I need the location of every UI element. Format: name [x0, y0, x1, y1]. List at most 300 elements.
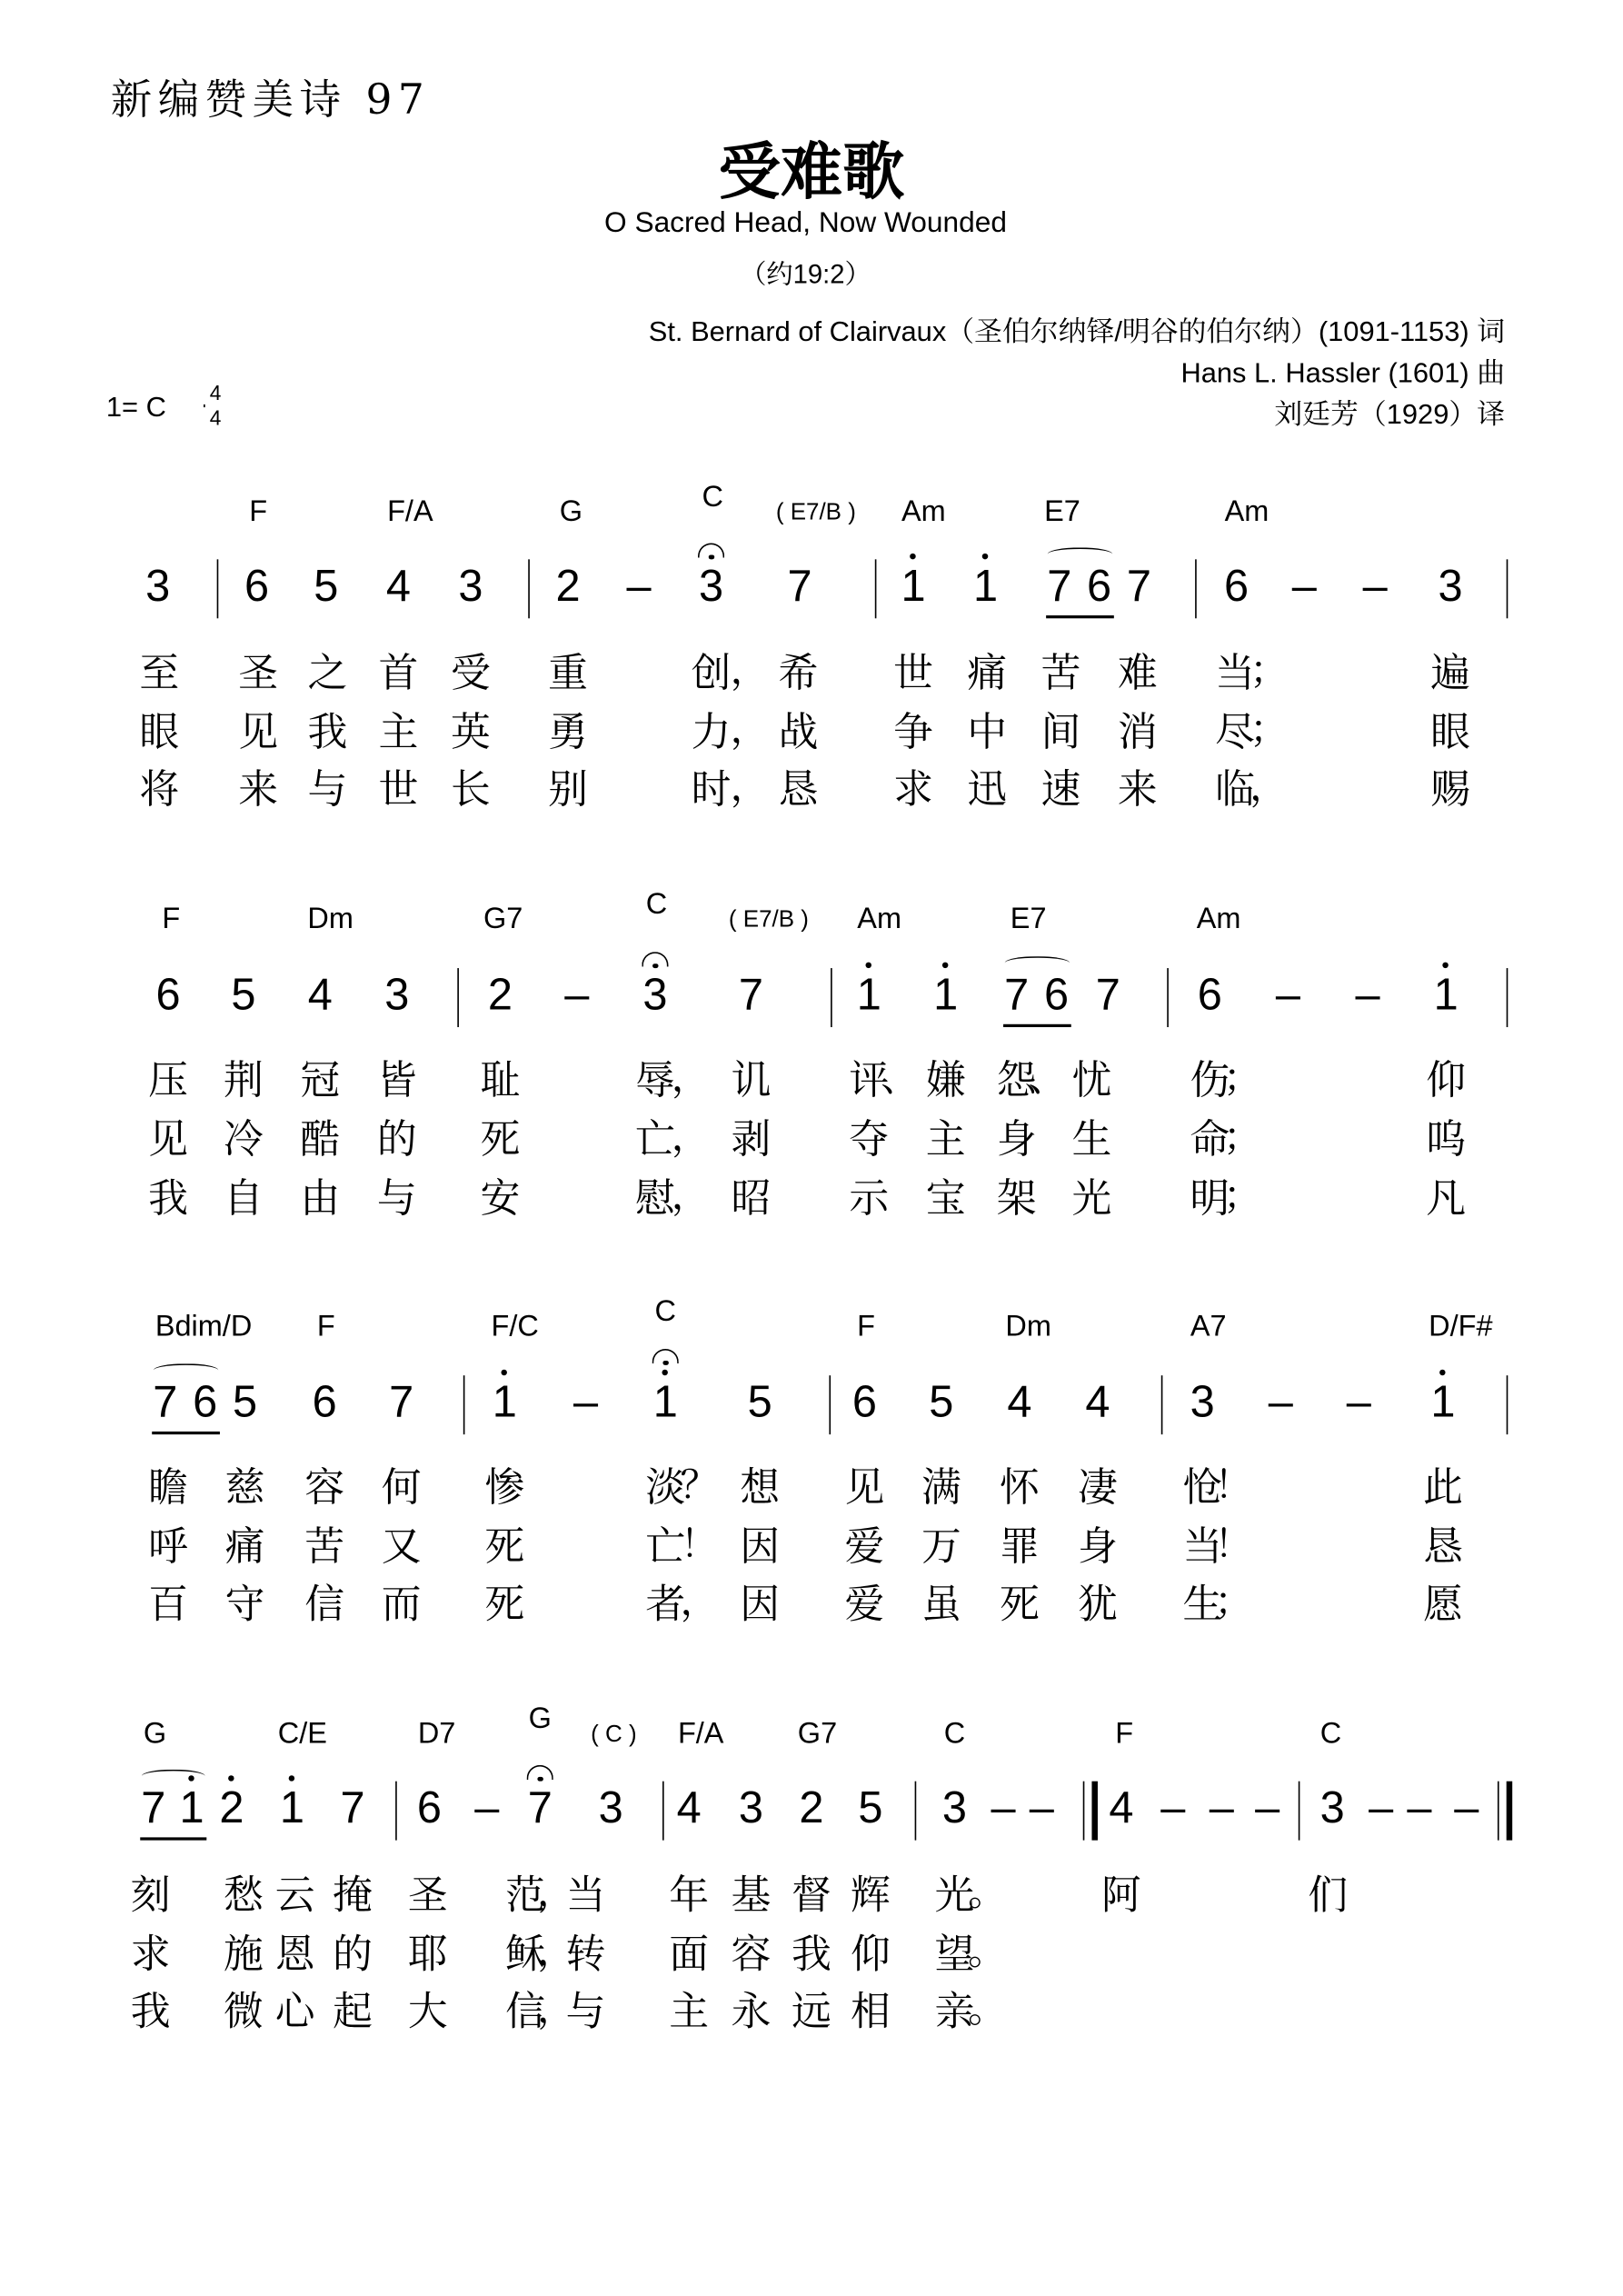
- sustain-dash: –: [991, 1783, 1016, 1833]
- sustain-dash: –: [1369, 1783, 1394, 1833]
- octave-dot: [911, 554, 916, 559]
- lyric-punctuation: ；: [1250, 649, 1289, 694]
- note: 1: [180, 1784, 204, 1834]
- lyric-char: 者: [645, 1582, 686, 1628]
- lyric-char: 临: [1215, 767, 1255, 814]
- lyric-char: 守: [224, 1582, 265, 1628]
- lyric-char: 怀: [999, 1465, 1040, 1512]
- lyric-char: 微: [223, 1989, 264, 2035]
- slur-arc: [154, 1363, 218, 1377]
- barline: [1507, 1375, 1508, 1434]
- lyric-char: 亲: [934, 1989, 975, 2035]
- octave-dot: [942, 963, 948, 968]
- lyric-char: 主: [378, 709, 419, 756]
- lyric-punctuation: ，: [671, 1174, 710, 1220]
- lyric-char: 中: [967, 709, 1008, 756]
- lyric-char: 范: [505, 1872, 545, 1919]
- lyric-char: 英: [451, 709, 491, 756]
- note: 1: [1430, 1378, 1455, 1428]
- sustain-dash: –: [1268, 1378, 1293, 1428]
- lyric-char: 至: [139, 651, 180, 697]
- note: 6: [193, 1378, 218, 1428]
- note: 5: [232, 1378, 258, 1428]
- chord-symbol: F: [249, 495, 268, 529]
- lyric-char: 仰: [1426, 1058, 1467, 1104]
- lyric-char: 施: [223, 1932, 264, 1978]
- lyric-char: 大: [407, 1989, 448, 2035]
- lyric-char: 架: [996, 1176, 1037, 1223]
- lyric-char: 皆: [376, 1058, 417, 1104]
- barline: [662, 1782, 664, 1841]
- chord-symbol: D7: [417, 1717, 456, 1751]
- lyric-char: 希: [778, 651, 819, 697]
- octave-dot: [866, 963, 871, 968]
- lyric-char: 评: [849, 1058, 890, 1104]
- lyric-char: 慰: [634, 1176, 675, 1223]
- chord-symbol: Am: [1196, 903, 1241, 936]
- barline: [1498, 1782, 1499, 1841]
- lyric-char: 重: [548, 651, 589, 697]
- chord-symbol: Am: [901, 495, 946, 529]
- lyric-char: 想: [740, 1465, 781, 1512]
- lyric-punctuation: 。: [968, 1930, 1007, 1975]
- barline: [829, 1375, 831, 1434]
- lyric-char: 争: [893, 709, 933, 756]
- lyric-char: 信: [505, 1989, 545, 2035]
- chord-symbol: C: [654, 1295, 676, 1329]
- note: 7: [340, 1783, 365, 1833]
- chord-symbol: A7: [1190, 1310, 1227, 1343]
- translator-credit: 刘廷芳（1929）译: [1274, 399, 1506, 432]
- sustain-dash: –: [1255, 1783, 1280, 1833]
- note: 7: [1047, 562, 1072, 612]
- fermata-icon: [652, 1349, 679, 1363]
- lyric-char: 呼: [148, 1524, 189, 1571]
- lyric-punctuation: ，: [671, 1056, 710, 1102]
- note: 4: [307, 971, 333, 1020]
- note: 6: [155, 971, 181, 1020]
- sustain-dash: –: [1362, 562, 1388, 612]
- lyric-char: 剥: [731, 1117, 772, 1163]
- slur-arc: [142, 1770, 205, 1783]
- lyric-char: 世: [378, 767, 419, 814]
- note: 4: [1007, 1378, 1032, 1428]
- lyric-char: 伤: [1190, 1058, 1230, 1104]
- note: 5: [231, 971, 256, 1020]
- lyric-char: 仰: [851, 1932, 891, 1978]
- lyric-char: 凄: [1078, 1465, 1118, 1512]
- sustain-dash: –: [1346, 1378, 1371, 1428]
- barline: [395, 1782, 397, 1841]
- lyric-char: 时: [691, 767, 732, 814]
- lyric-punctuation: ！: [1214, 1522, 1253, 1568]
- lyric-char: 见: [844, 1465, 885, 1512]
- barline: [1083, 1782, 1085, 1841]
- lyric-char: 受: [451, 651, 491, 697]
- lyric-char: 耻: [480, 1058, 521, 1104]
- lyric-char: 愁: [223, 1872, 264, 1919]
- note: 3: [642, 971, 668, 1020]
- barline: [1507, 559, 1508, 618]
- barline: [463, 1375, 465, 1434]
- lyric-char: 而: [381, 1582, 422, 1628]
- lyric-char: 与: [307, 767, 348, 814]
- song-title: 受难歌: [718, 136, 905, 207]
- lyric-punctuation: ；: [1222, 1115, 1262, 1161]
- note: 2: [799, 1783, 824, 1833]
- note: 6: [1197, 971, 1222, 1020]
- lyric-char: 死: [480, 1117, 521, 1163]
- lyric-char: 此: [1422, 1465, 1463, 1512]
- note: 1: [973, 563, 998, 613]
- note: 7: [1004, 971, 1030, 1020]
- lyric-char: 死: [484, 1582, 525, 1628]
- note: 7: [153, 1378, 178, 1428]
- eighth-underline: [152, 1432, 220, 1433]
- lyric-char: 间: [1041, 709, 1081, 756]
- lyric-char: 迅: [967, 767, 1008, 814]
- lyric-char: 亡: [645, 1524, 686, 1571]
- note: 7: [1095, 971, 1120, 1020]
- note: 6: [1043, 971, 1070, 1020]
- lyric-punctuation: ，: [730, 708, 769, 754]
- lyric-char: 辱: [634, 1058, 675, 1104]
- lyric-char: 愿: [1422, 1582, 1463, 1628]
- sustain-dash: –: [564, 971, 590, 1020]
- lyric-char: 阿: [1101, 1872, 1141, 1919]
- lyric-punctuation: ；: [1250, 708, 1289, 754]
- lyric-char: 见: [148, 1117, 189, 1163]
- hymnal-number: 新编赞美诗 97: [110, 75, 431, 125]
- lyric-char: 身: [996, 1117, 1037, 1163]
- time-signature-bottom: 4: [209, 404, 222, 429]
- chord-symbol: F/A: [677, 1717, 724, 1751]
- lyric-char: 主: [669, 1989, 710, 2035]
- note: 4: [385, 562, 411, 612]
- barline: [915, 1782, 917, 1841]
- lyric-char: 苦: [1041, 651, 1081, 697]
- note: 6: [312, 1378, 337, 1428]
- lyric-char: 望: [934, 1932, 975, 1978]
- lyric-char: 当: [1215, 651, 1255, 697]
- lyric-char: 消: [1117, 709, 1158, 756]
- lyric-char: 安: [480, 1176, 521, 1223]
- lyric-char: 痛: [967, 651, 1008, 697]
- lyric-char: 圣: [407, 1872, 448, 1919]
- barline: [217, 559, 219, 618]
- chord-symbol: Dm: [307, 903, 353, 936]
- chord-symbol: C/E: [277, 1717, 327, 1751]
- note: 1: [1434, 971, 1459, 1021]
- sustain-dash: –: [573, 1378, 599, 1428]
- lyric-char: 辉: [851, 1872, 891, 1919]
- note: 1: [493, 1378, 517, 1428]
- lyric-char: 云: [274, 1872, 315, 1919]
- lyric-char: 尽: [1215, 709, 1255, 756]
- chord-symbol: ( E7/B ): [775, 500, 856, 526]
- barline: [875, 559, 877, 618]
- lyric-char: 世: [893, 651, 933, 697]
- lyric-char: 见: [238, 709, 279, 756]
- fermata-icon: [698, 543, 724, 557]
- barline: [1167, 968, 1169, 1027]
- note: 7: [527, 1783, 553, 1833]
- sustain-dash: –: [626, 562, 652, 612]
- slur-arc: [1005, 956, 1070, 970]
- chord-symbol: Am: [857, 903, 902, 936]
- note: 2: [487, 971, 513, 1020]
- note: 1: [933, 971, 958, 1021]
- note: 3: [1319, 1783, 1345, 1833]
- lyric-char: 的: [376, 1117, 417, 1163]
- note: 1: [901, 563, 925, 613]
- lyric-char: 稣: [505, 1932, 545, 1978]
- note: 1: [857, 971, 881, 1021]
- lyric-char: 凡: [1426, 1176, 1467, 1223]
- lyric-punctuation: ，: [536, 1930, 576, 1975]
- lyric-char: 自: [223, 1176, 264, 1223]
- octave-dot: [1443, 963, 1449, 968]
- lyric-char: 面: [669, 1932, 710, 1978]
- lyric-char: 信: [304, 1582, 345, 1628]
- composer-credit: Hans L. Hassler (1601) 曲: [1180, 358, 1506, 390]
- lyric-char: 眼: [1430, 709, 1470, 756]
- note: 5: [314, 562, 339, 612]
- lyric-char: 我: [792, 1932, 831, 1978]
- lyric-char: 痛: [224, 1524, 265, 1571]
- note: 3: [1438, 562, 1463, 612]
- lyric-char: 眼: [139, 709, 180, 756]
- lyric-punctuation: ，: [536, 1987, 576, 2032]
- lyric-punctuation: ，: [730, 649, 769, 694]
- chord-symbol: F: [857, 1310, 875, 1343]
- barline: [1507, 968, 1508, 1027]
- lyric-char: 长: [451, 767, 491, 814]
- sustain-dash: –: [1029, 1783, 1054, 1833]
- lyric-char: 容: [731, 1932, 772, 1978]
- lyric-char: 赐: [1430, 767, 1470, 814]
- slur-arc: [1048, 547, 1112, 561]
- english-title: O Sacred Head, Now Wounded: [604, 206, 1007, 240]
- lyric-char: 爱: [844, 1582, 885, 1628]
- lyric-char: 耶: [407, 1932, 448, 1978]
- lyric-char: 基: [731, 1872, 772, 1919]
- note: 7: [738, 971, 763, 1020]
- chord-symbol: F: [1115, 1717, 1134, 1751]
- lyric-punctuation: ；: [1222, 1056, 1262, 1102]
- note: 6: [1224, 562, 1250, 612]
- barline: [528, 559, 530, 618]
- fermata-icon: [642, 952, 668, 966]
- lyric-char: 来: [1117, 767, 1158, 814]
- lyric-char: 远: [792, 1989, 831, 2035]
- sustain-dash: –: [1454, 1783, 1479, 1833]
- lyric-char: 瞻: [148, 1465, 189, 1512]
- note: 5: [747, 1378, 772, 1428]
- lyric-char: 死: [484, 1524, 525, 1571]
- lyric-char: 爱: [844, 1524, 885, 1571]
- sustain-dash: –: [1407, 1783, 1432, 1833]
- lyric-char: 心: [274, 1989, 315, 2035]
- barline: [457, 968, 459, 1027]
- note: 6: [244, 562, 270, 612]
- lyricist-credit: St. Bernard of Clairvaux（圣伯尔纳铎/明谷的伯尔纳）(1091-1153) 词: [648, 317, 1506, 349]
- lyric-char: 力: [691, 709, 732, 756]
- lyric-char: 来: [238, 767, 279, 814]
- lyric-char: 罪: [999, 1524, 1040, 1571]
- lyric-char: 之: [307, 651, 348, 697]
- barline: [1299, 1782, 1300, 1841]
- barline: [831, 968, 832, 1027]
- sustain-dash: –: [1160, 1783, 1186, 1833]
- fermata-icon: [527, 1765, 553, 1780]
- lyric-punctuation: ，: [680, 1580, 719, 1625]
- note: 3: [1190, 1378, 1215, 1428]
- note: 7: [141, 1783, 166, 1833]
- lyric-char: 们: [1308, 1872, 1349, 1919]
- lyric-char: 因: [740, 1582, 781, 1628]
- eighth-underline: [1003, 1024, 1071, 1026]
- lyric-char: 由: [300, 1176, 341, 1223]
- octave-dot: [982, 554, 988, 559]
- lyric-char: 刻: [130, 1872, 171, 1919]
- lyric-char: 示: [849, 1176, 890, 1223]
- chord-symbol: F: [162, 903, 181, 936]
- note: 3: [145, 562, 171, 612]
- lyric-punctuation: 。: [968, 1987, 1007, 2032]
- sustain-dash: –: [1275, 971, 1300, 1020]
- lyric-char: 嫌: [925, 1058, 966, 1104]
- chord-symbol: Dm: [1005, 1310, 1051, 1343]
- chord-symbol: C: [943, 1717, 966, 1751]
- chord-symbol: C: [645, 888, 668, 922]
- lyric-punctuation: 、: [881, 1056, 920, 1102]
- lyric-char: 万: [921, 1524, 961, 1571]
- chord-symbol: G: [143, 1717, 167, 1751]
- final-barline: [1507, 1782, 1512, 1841]
- lyric-char: 夺: [849, 1117, 890, 1163]
- lyric-char: 百: [148, 1582, 189, 1628]
- lyric-char: 何: [381, 1465, 422, 1512]
- lyric-char: 命: [1190, 1117, 1230, 1163]
- note: 4: [676, 1783, 702, 1833]
- lyric-char: 别: [548, 767, 589, 814]
- lyric-punctuation: 。: [968, 1871, 1007, 1916]
- lyric-char: 怨: [996, 1058, 1037, 1104]
- lyric-char: 身: [1078, 1524, 1118, 1571]
- lyric-char: 恳: [778, 767, 819, 814]
- note: 3: [458, 562, 483, 612]
- lyric-char: 我: [307, 709, 348, 756]
- eighth-underline: [140, 1837, 206, 1839]
- lyric-char: 讥: [731, 1058, 772, 1104]
- note: 2: [219, 1784, 244, 1834]
- chord-symbol: C: [1319, 1717, 1342, 1751]
- lyric-punctuation: ？: [680, 1463, 719, 1509]
- sustain-dash: –: [474, 1783, 500, 1833]
- lyric-char: 战: [778, 709, 819, 756]
- eighth-underline: [1046, 615, 1114, 617]
- note: 2: [555, 562, 581, 612]
- note: 3: [738, 1783, 763, 1833]
- chord-symbol: D/F#: [1429, 1310, 1493, 1343]
- lyric-char: 的: [333, 1932, 373, 1978]
- note: 4: [1085, 1378, 1110, 1428]
- note: 3: [384, 971, 410, 1020]
- barline: [1195, 559, 1197, 618]
- lyric-char: 生: [1071, 1117, 1112, 1163]
- lyric-char: 督: [792, 1872, 831, 1919]
- lyric-char: 又: [381, 1524, 422, 1571]
- lyric-char: 首: [378, 651, 419, 697]
- octave-dot: [502, 1370, 507, 1375]
- lyric-punctuation: 、: [1028, 1056, 1067, 1102]
- octave-dot: [229, 1775, 234, 1781]
- chord-symbol: F/A: [387, 495, 433, 529]
- lyric-char: 速: [1041, 767, 1081, 814]
- lyric-char: 圣: [238, 651, 279, 697]
- note: 4: [1109, 1783, 1134, 1833]
- lyric-char: 与: [376, 1176, 417, 1223]
- lyric-char: 相: [851, 1989, 891, 2035]
- lyric-char: 恩: [274, 1932, 315, 1978]
- lyric-char: 遍: [1430, 651, 1470, 697]
- note: 6: [851, 1378, 877, 1428]
- lyric-char: 冠: [300, 1058, 341, 1104]
- lyric-char: 亡: [634, 1117, 675, 1163]
- lyric-punctuation: ，: [671, 1115, 710, 1161]
- lyric-char: 荆: [223, 1058, 264, 1104]
- lyric-char: 光: [934, 1872, 975, 1919]
- lyric-char: 永: [731, 1989, 772, 2035]
- chord-symbol: G: [528, 1702, 552, 1736]
- lyric-char: 我: [148, 1176, 189, 1223]
- lyric-char: 年: [669, 1872, 710, 1919]
- note: 6: [1087, 562, 1112, 612]
- note: 1: [653, 1378, 678, 1428]
- chord-symbol: F: [316, 1310, 335, 1343]
- lyric-punctuation: ！: [1214, 1463, 1253, 1509]
- note: 1: [280, 1784, 304, 1834]
- lyric-char: 容: [304, 1465, 345, 1512]
- lyric-char: 因: [740, 1524, 781, 1571]
- chord-symbol: G: [559, 495, 582, 529]
- chord-symbol: G7: [797, 1717, 838, 1751]
- lyric-char: 忧: [1071, 1058, 1112, 1104]
- lyric-char: 苦: [304, 1524, 345, 1571]
- octave-dot: [662, 1370, 668, 1375]
- lyric-char: 与: [565, 1989, 606, 2035]
- note: 7: [389, 1378, 414, 1428]
- lyric-char: 冷: [223, 1117, 264, 1163]
- time-signature-top: 4: [209, 380, 222, 404]
- lyric-char: 我: [130, 1989, 171, 2035]
- note: 3: [598, 1783, 623, 1833]
- lyric-punctuation: ；: [1222, 1174, 1262, 1220]
- note: 5: [929, 1378, 954, 1428]
- lyric-char: 宝: [925, 1176, 966, 1223]
- lyric-char: 昭: [731, 1176, 772, 1223]
- chord-symbol: Bdim/D: [154, 1310, 253, 1343]
- note: 7: [787, 562, 812, 612]
- chord-symbol: C: [702, 481, 723, 514]
- lyric-char: 光: [1071, 1176, 1112, 1223]
- scripture-reference: （约19:2）: [740, 259, 871, 290]
- lyric-char: 明: [1190, 1176, 1230, 1223]
- lyric-char: 创: [691, 651, 732, 697]
- lyric-char: 当: [1182, 1524, 1223, 1571]
- lyric-char: 恳: [1422, 1524, 1463, 1571]
